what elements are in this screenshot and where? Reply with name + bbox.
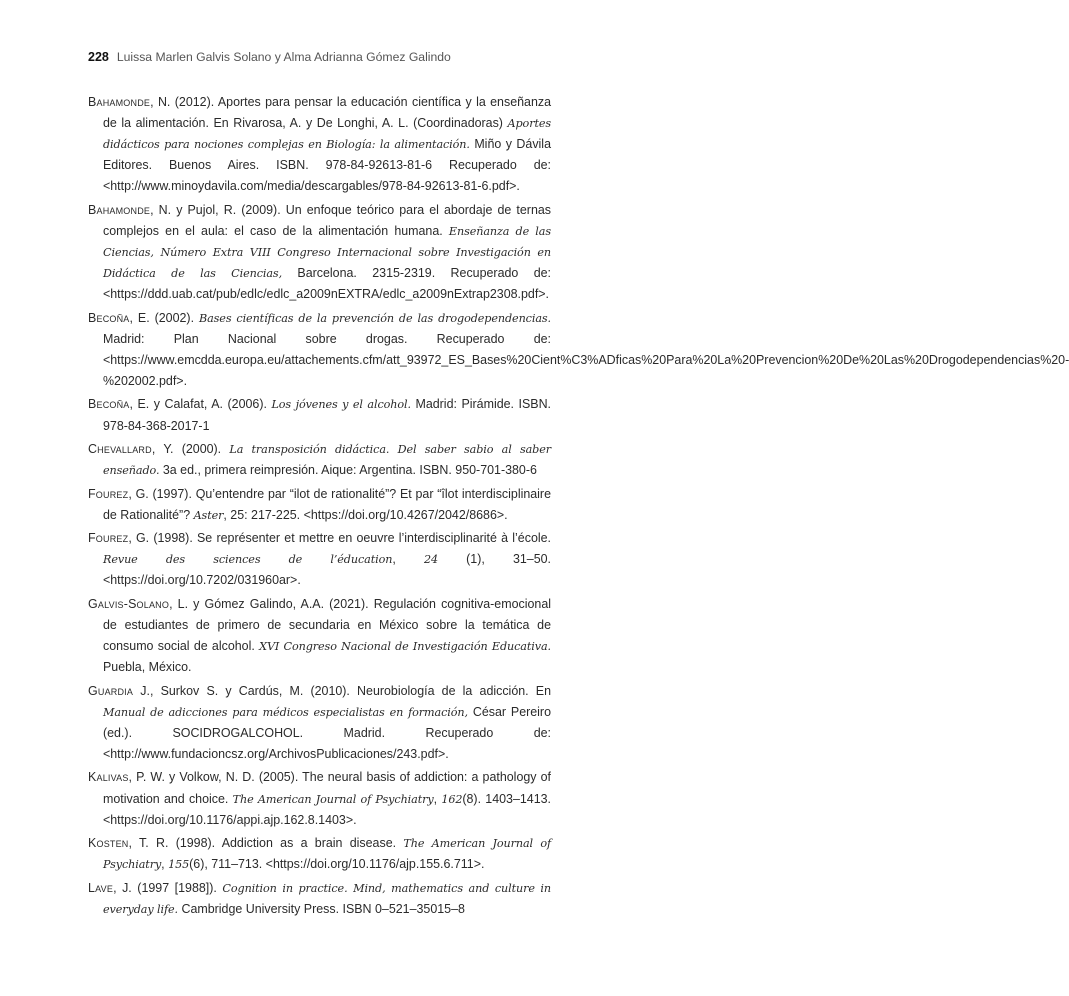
- reference-list: [88, 92, 1069, 922]
- reference-text: César Pereiro (ed.). SOCIDROGALCOHOL. Madrid. Recuperado de: <http://www.fundacioncsz.org/ArchivosPublicaciones/243.pdf>.: [103, 704, 551, 761]
- reference-author: Bahamonde: [88, 95, 151, 109]
- reference-entry: [88, 767, 551, 830]
- reference-author: Galvis-Solano: [88, 596, 170, 611]
- reference-entry: [88, 594, 551, 678]
- reference-italic-title: Aportes didácticos para nociones complejas en Biología: la alimentación.: [103, 117, 551, 152]
- reference-author: Fourez: [88, 486, 129, 501]
- reference-entry: [88, 92, 551, 197]
- reference-text: Madrid: Pirámide. ISBN. 978-84-368-2017-1: [103, 397, 552, 433]
- reference-italic-title: La transposición didáctica. Del saber sabio al saber enseñado.: [103, 443, 551, 478]
- reference-text: ,: [433, 791, 442, 806]
- reference-italic-title: 162: [441, 792, 463, 806]
- reference-italic-title: Enseñanza de las Ciencias, Número Extra VIII Congreso Internacional sobre Investigación en Didáctica de las Ciencias,: [103, 224, 551, 281]
- reference-author: Guardia: [88, 683, 134, 698]
- reference-text: Puebla, México.: [103, 660, 192, 675]
- running-header: [88, 47, 568, 67]
- reference-author: Lave: [88, 880, 114, 895]
- reference-text: Barcelona. 2315-2319. Recuperado de: <https://ddd.uab.cat/pub/edlc/edlc_a2009nEXTRA/edlc_a2009nExtrap2308.pdf>.: [103, 266, 551, 302]
- reference-text: (8). 1403–1413. <https://doi.org/10.1176/appi.ajp.162.8.1403>.: [103, 791, 551, 827]
- reference-author: Bahamonde: [88, 202, 151, 217]
- reference-entry: [88, 833, 551, 875]
- reference-text: ,: [392, 552, 424, 567]
- reference-text: , T. R. (1998). Addiction as a brain disease.: [128, 836, 404, 851]
- reference-entry: [88, 484, 551, 526]
- header-authors: Luissa Marlen Galvis Solano y Alma Adrianna Gómez Galindo: [116, 50, 451, 64]
- reference-entry: [88, 308, 1069, 392]
- reference-text: , 25: 217-225. <https://doi.org/10.4267/2042/8686>.: [223, 507, 508, 522]
- reference-italic-title: Aster: [193, 508, 224, 522]
- reference-italic-title: Cognition in practice. Mind, mathematics and culture in everyday life.: [103, 881, 551, 916]
- reference-italic-title: 24: [423, 553, 438, 567]
- reference-entry: [88, 528, 551, 591]
- reference-entry: [88, 394, 551, 436]
- reference-entry: [88, 878, 551, 920]
- reference-text: (1), 31–50. <https://doi.org/10.7202/031960ar>.: [103, 552, 551, 588]
- reference-text: ,: [161, 857, 169, 872]
- reference-italic-title: Los jóvenes y el alcohol.: [271, 398, 411, 412]
- reference-text: Cambridge University Press. ISBN 0–521–35015–8: [178, 901, 465, 916]
- reference-italic-title: Manual de adicciones para médicos especialistas en formación,: [103, 705, 468, 719]
- reference-italic-title: Revue des sciences de l’éducation: [103, 553, 393, 567]
- reference-author: Kalivas: [88, 770, 129, 785]
- reference-author: Becoña: [88, 397, 130, 412]
- reference-author: Chevallard: [88, 442, 152, 457]
- reference-text: Madrid: Plan Nacional sobre drogas. Recuperado de: <https://www.emcdda.europa.eu/attachements.cfm/att_93972_ES_Bases%20Cient%C3%ADficas%20Para%20La%20Prevencion%20De%20Las%20Drogodependencias%20-%202002.pdf>.: [103, 331, 1069, 388]
- reference-text: , Y. (2000).: [151, 442, 230, 457]
- reference-entry: [88, 200, 551, 305]
- page-number: 228: [88, 50, 109, 64]
- reference-italic-title: 155: [168, 858, 190, 872]
- reference-entry: [88, 681, 551, 765]
- reference-italic-title: Bases científicas de la prevención de las drogodependencias.: [198, 311, 551, 325]
- reference-text: , N. y Pujol, R. (2009). Un enfoque teórico para el abordaje de ternas complejos en el aula: el caso de la alimentación humana.: [103, 202, 551, 238]
- reference-text: Miño y Dávila Editores. Buenos Aires. ISBN. 978-84-92613-81-6 Recuperado de: <http://www.minoydavila.com/media/descargables/978-84-92613-81-6.pdf>.: [103, 137, 551, 194]
- reference-author: Fourez: [88, 531, 129, 546]
- reference-text: , E. (2002).: [129, 310, 199, 325]
- reference-text: 3a ed., primera reimpresión. Aique: Argentina. ISBN. 950-701-380-6: [159, 463, 537, 478]
- reference-italic-title: XVI Congreso Nacional de Investigación Educativa.: [259, 640, 551, 654]
- reference-text: , L. y Gómez Galindo, A.A. (2021). Regulación cognitiva-emocional de estudiantes de primero de secundaria en México sobre la temática de consumo social de alcohol.: [103, 596, 551, 654]
- reference-author: Becoña: [88, 310, 130, 325]
- reference-text: J., Surkov S. y Cardús, M. (2010). Neurobiología de la adicción. En: [133, 683, 551, 698]
- reference-author: Kosten: [88, 836, 129, 851]
- reference-italic-title: The American Journal of Psychiatry: [103, 837, 551, 872]
- reference-text: , G. (1998). Se représenter et mettre en oeuvre l’interdisciplinarité à l’école.: [128, 531, 551, 546]
- reference-entry: [88, 439, 551, 481]
- reference-text: , G. (1997). Qu’entendre par “ilot de rationalité”? Et par “îlot interdisciplinaire de Rationalité”?: [103, 486, 551, 522]
- reference-text: , N. (2012). Aportes para pensar la educación científica y la enseñanza de la alimentación. En Rivarosa, A. y De Longhi, A. L. (Coordinadoras): [103, 95, 551, 131]
- reference-text: , J. (1997 [1988]).: [113, 880, 223, 895]
- reference-text: , P. W. y Volkow, N. D. (2005). The neural basis of addiction: a pathology of motivation and choice.: [103, 770, 551, 806]
- reference-text: (6), 711–713. <https://doi.org/10.1176/ajp.155.6.711>.: [189, 857, 485, 872]
- reference-text: , E. y Calafat, A. (2006).: [129, 397, 272, 412]
- reference-italic-title: The American Journal of Psychiatry: [232, 792, 434, 806]
